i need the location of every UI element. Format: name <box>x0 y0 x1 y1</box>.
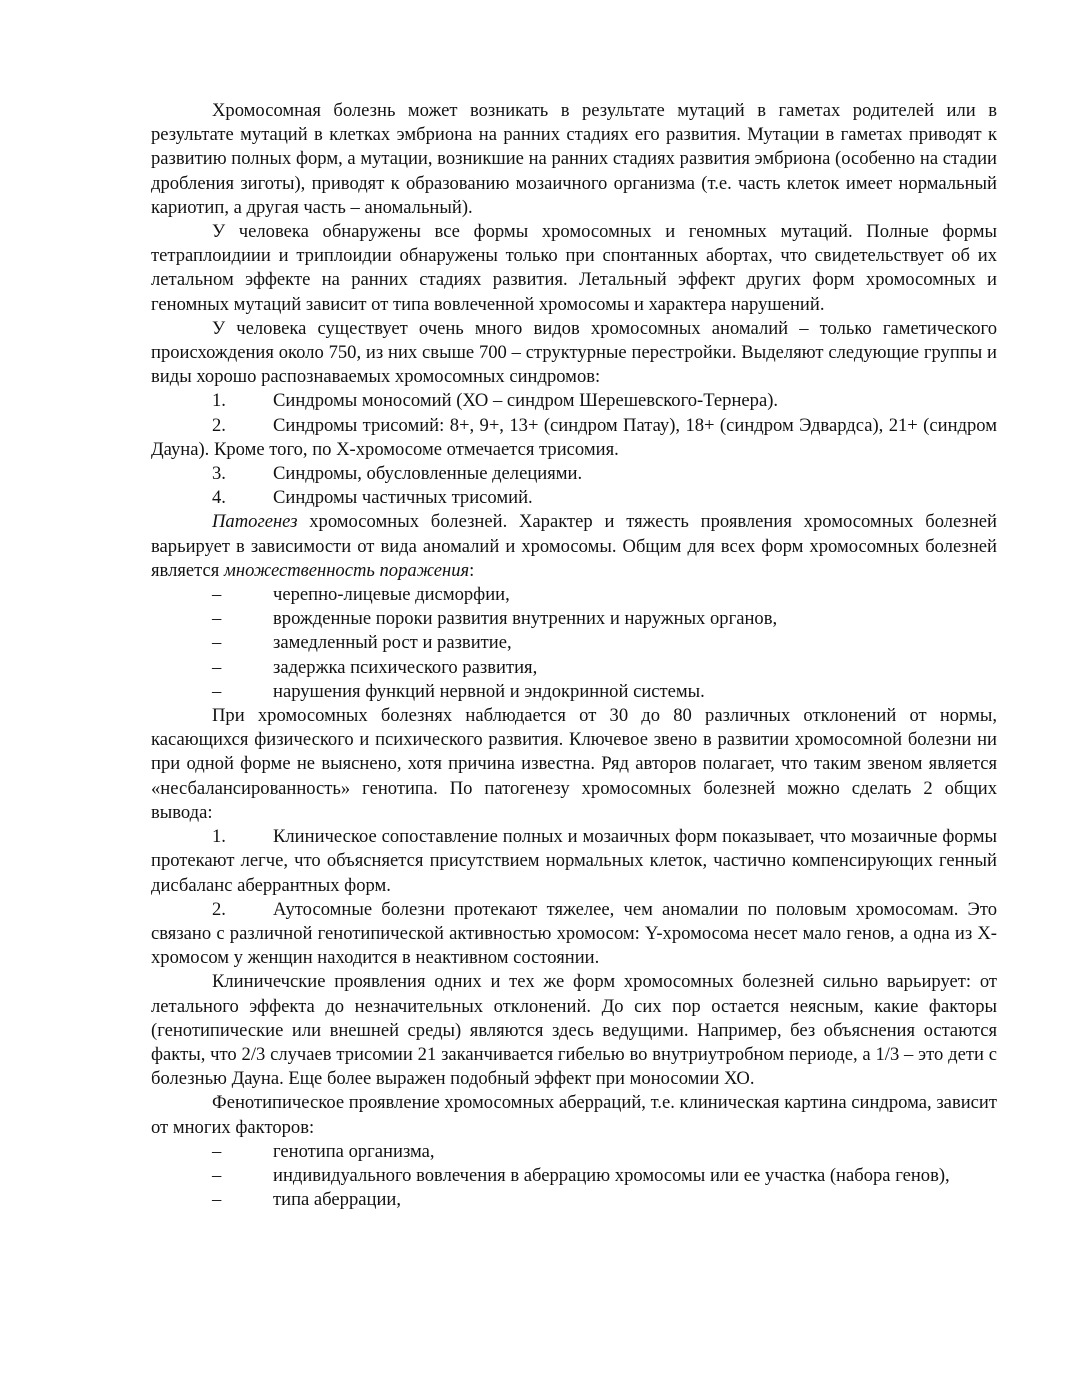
list-dash: – <box>212 1140 222 1162</box>
list-item <box>151 656 997 680</box>
list-item <box>151 389 997 413</box>
paragraph: Хромосомная болезнь может возникать в результате мутаций в гаметах родителей или в результате мутаций в клетках эмбриона на ранних стадиях его развития. Мутации в гаметах приводят к развитию полных форм, а мутации, возникшие на ранних стадиях развития эмбриона (особенно на стадии дробления зиготы), приводят к образованию мозаичного организма (т.е. часть клеток имеет нормальный кариотип, а другая часть – аномальный). <box>151 100 997 218</box>
list-dash: – <box>212 608 222 630</box>
list-item <box>151 1188 997 1212</box>
list-item-text: Синдромы трисомий: 8+, 9+, 13+ (синдром Патау), 18+ (синдром Эдвардса), 21+ (синдром Дауна). Кроме того, по Х-хромосоме отмечается трисомия. <box>151 414 997 460</box>
numbered-list-syndromes <box>151 389 997 510</box>
list-item <box>151 486 997 510</box>
list-item <box>151 631 997 655</box>
list-number: 3. <box>212 463 226 485</box>
list-dash: – <box>212 632 222 654</box>
list-item-text: задержка психического развития, <box>273 656 538 678</box>
paragraph: У человека существует очень много видов хромосомных аномалий – только гаметического происхождения около 750, из них свыше 700 – структурные перестройки. Выделяют следующие группы и виды хорошо распознаваемых хромосомных синдромов: <box>151 317 997 388</box>
list-number: 2. <box>212 898 226 920</box>
list-item <box>151 462 997 486</box>
list-number: 1. <box>212 390 226 412</box>
paragraph-pathogenesis <box>151 510 997 583</box>
paragraph: У человека обнаружены все формы хромосомных и геномных мутаций. Полные формы тетраплоидиии и триплоидии обнаружены только при спонтанных абортах, что свидетельствует об их летальном эффекте на ранних стадиях развития. Летальный эффект других форм хромосомных и геномных мутаций зависит от типа вовлеченной хромосомы и характера нарушений. <box>151 221 997 315</box>
paragraph: Фенотипическое проявление хромосомных аберраций, т.е. клиническая картина синдрома, зависит от многих факторов: <box>151 1092 997 1138</box>
list-item <box>151 607 997 631</box>
list-dash: – <box>212 656 222 678</box>
list-item-text: врожденные пороки развития внутренних и наружных органов, <box>273 608 778 630</box>
list-number: 4. <box>212 487 226 509</box>
paragraph-text: : <box>469 559 475 581</box>
list-item-text: черепно-лицевые дисморфии, <box>273 584 510 606</box>
paragraph-text: хромосомных болезней. Характер и тяжесть проявления хромосомных болезней варьирует в зависимости от вида аномалий и хромосомы. Общим для всех форм хромосомных болезней является <box>151 511 997 581</box>
list-item <box>151 680 997 704</box>
dash-list-factors <box>151 1140 997 1213</box>
list-item-text: индивидуального вовлечения в аберрацию хромосомы или ее участка (набора генов), <box>273 1164 950 1186</box>
list-item-text: Клиническое сопоставление полных и мозаичных форм показывает, что мозаичные формы протекают легче, что объясняется присутствием нормальных клеток, частично компенсирующих генный дисбаланс аберрантных форм. <box>151 826 997 896</box>
list-item <box>151 583 997 607</box>
dash-list-lesions <box>151 583 997 704</box>
list-item-text: Синдромы, обусловленные делециями. <box>273 463 583 485</box>
list-dash: – <box>212 1189 222 1211</box>
list-item <box>151 1164 997 1188</box>
list-dash: – <box>212 680 222 702</box>
list-item-text: замедленный рост и развитие, <box>273 632 512 654</box>
list-item-text: Аутосомные болезни протекают тяжелее, чем аномалии по половым хромосомам. Это связано с различной генотипической активностью хромосом: Y-хромосома несет мало генов, а одна из Х-хромосом у женщин находится в неактивном состоянии. <box>151 898 997 969</box>
document-page <box>151 99 997 1212</box>
italic-term: Патогенез <box>212 511 298 533</box>
list-item <box>151 1140 997 1164</box>
list-item <box>151 414 997 462</box>
paragraph: Клиничечские проявления одних и тех же форм хромосомных болезней сильно варьирует: от летального эффекта до незначительных отклонений. До сих пор остается неясным, какие факторы (генотипические или внешней среды) являются здесь ведущими. Например, без объяснения остаются факты, что 2/3 случаев трисомии 21 заканчивается гибелью во внутриутробном периоде, а 1/3 – это дети с болезнью Дауна. Еще более выражен подобный эффект при моносомии ХО. <box>151 971 997 1090</box>
list-item-text: Синдромы частичных трисомий. <box>273 487 533 509</box>
list-number: 1. <box>212 826 226 848</box>
list-dash: – <box>212 584 222 606</box>
list-item-text: нарушения функций нервной и эндокринной системы. <box>273 680 705 702</box>
numbered-list-conclusions <box>151 825 997 970</box>
italic-term: множественность поражения <box>223 559 470 581</box>
paragraph: При хромосомных болезнях наблюдается от 30 до 80 различных отклонений от нормы, касающихся физического и психического развития. Ключевое звено в развитии хромосомной болезни ни при одной форме не выяснено, хотя причина известна. Ряд авторов полагает, что таким звеном является «несбалансированность» генотипа. По патогенезу хромосомных болезней можно сделать 2 общих вывода: <box>151 705 997 823</box>
list-item <box>151 898 997 971</box>
list-item <box>151 825 997 898</box>
list-item-text: типа аберрации, <box>273 1189 401 1211</box>
list-dash: – <box>212 1164 222 1186</box>
list-item-text: Синдромы моносомий (ХО – синдром Шерешевского-Тернера). <box>273 390 779 412</box>
list-number: 2. <box>212 414 226 436</box>
list-item-text: генотипа организма, <box>273 1140 435 1162</box>
